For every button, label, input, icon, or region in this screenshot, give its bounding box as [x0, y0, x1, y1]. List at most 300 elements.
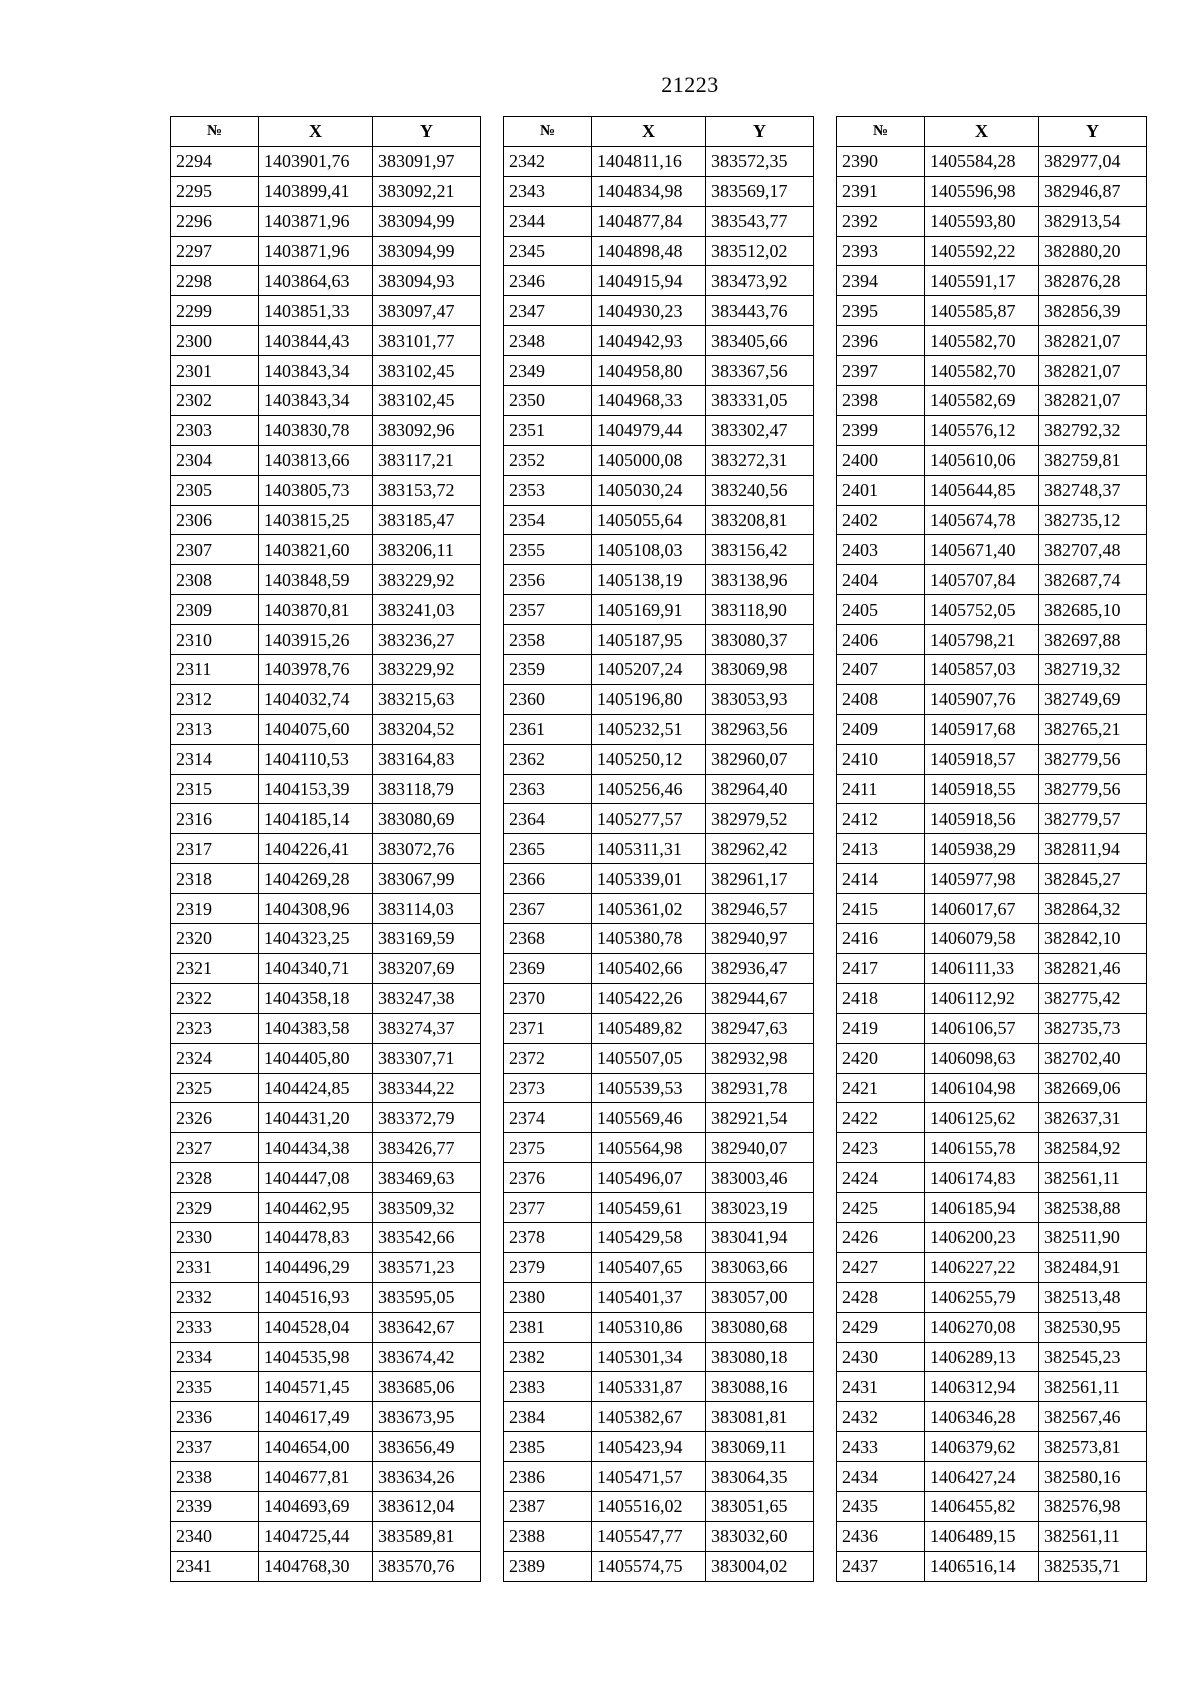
x-coordinate-cell: 1405187,95 — [592, 625, 706, 655]
table-row — [837, 1491, 1147, 1521]
point-number-cell: 2321 — [171, 953, 259, 983]
point-number-cell: 2374 — [504, 1103, 592, 1133]
point-number-cell: 2302 — [171, 386, 259, 416]
x-coordinate-cell: 1406289,13 — [925, 1342, 1039, 1372]
point-number-cell: 2406 — [837, 625, 925, 655]
point-number-cell: 2424 — [837, 1163, 925, 1193]
point-number-cell: 2354 — [504, 505, 592, 535]
point-number-cell: 2381 — [504, 1312, 592, 1342]
table-row — [837, 1163, 1147, 1193]
point-number-cell: 2358 — [504, 625, 592, 655]
table-row — [171, 445, 481, 475]
coordinates-table — [836, 116, 1147, 1582]
y-coordinate-cell: 383097,47 — [373, 296, 481, 326]
y-coordinate-cell: 383509,32 — [373, 1193, 481, 1223]
point-number-cell: 2319 — [171, 894, 259, 924]
table-row — [171, 1402, 481, 1432]
x-coordinate-cell: 1404032,74 — [259, 684, 373, 714]
point-number-cell: 2346 — [504, 266, 592, 296]
x-coordinate-cell: 1404434,38 — [259, 1133, 373, 1163]
table-row — [504, 1282, 814, 1312]
x-coordinate-cell: 1405331,87 — [592, 1372, 706, 1402]
table-row — [837, 1193, 1147, 1223]
x-coordinate-cell: 1404447,08 — [259, 1163, 373, 1193]
x-coordinate-cell: 1406174,83 — [925, 1163, 1039, 1193]
x-coordinate-cell: 1405000,08 — [592, 445, 706, 475]
table-row — [837, 415, 1147, 445]
point-number-cell: 2380 — [504, 1282, 592, 1312]
y-coordinate-cell: 383642,67 — [373, 1312, 481, 1342]
table-row — [837, 1432, 1147, 1462]
x-coordinate-cell: 1405671,40 — [925, 535, 1039, 565]
table-row — [837, 1551, 1147, 1581]
table-row — [837, 1133, 1147, 1163]
y-coordinate-cell: 383426,77 — [373, 1133, 481, 1163]
table-row — [504, 1491, 814, 1521]
y-coordinate-cell: 383185,47 — [373, 505, 481, 535]
table-row — [171, 834, 481, 864]
y-coordinate-cell: 383595,05 — [373, 1282, 481, 1312]
table-row — [837, 1252, 1147, 1282]
point-number-cell: 2333 — [171, 1312, 259, 1342]
y-coordinate-cell: 383138,96 — [706, 565, 814, 595]
y-coordinate-cell: 383241,03 — [373, 595, 481, 625]
table-row — [837, 894, 1147, 924]
x-coordinate-cell: 1405564,98 — [592, 1133, 706, 1163]
table-row — [837, 176, 1147, 206]
x-coordinate-cell: 1406200,23 — [925, 1222, 1039, 1252]
coordinates-table-1 — [170, 116, 481, 1582]
y-coordinate-cell: 382936,47 — [706, 953, 814, 983]
x-coordinate-cell: 1403813,66 — [259, 445, 373, 475]
y-coordinate-cell: 383274,37 — [373, 1013, 481, 1043]
x-coordinate-cell: 1405574,75 — [592, 1551, 706, 1581]
y-coordinate-cell: 383023,19 — [706, 1193, 814, 1223]
x-coordinate-cell: 1406489,15 — [925, 1521, 1039, 1551]
point-number-cell: 2298 — [171, 266, 259, 296]
table-row — [504, 1013, 814, 1043]
point-number-cell: 2304 — [171, 445, 259, 475]
y-coordinate-cell: 382944,67 — [706, 983, 814, 1013]
x-coordinate-cell: 1403870,81 — [259, 595, 373, 625]
x-coordinate-cell: 1404811,16 — [592, 146, 706, 176]
point-number-cell: 2313 — [171, 714, 259, 744]
x-coordinate-cell: 1403805,73 — [259, 475, 373, 505]
table-row — [837, 1282, 1147, 1312]
y-coordinate-cell: 382748,37 — [1039, 475, 1147, 505]
x-coordinate-cell: 1403864,63 — [259, 266, 373, 296]
x-coordinate-cell: 1404968,33 — [592, 386, 706, 416]
table-row — [504, 236, 814, 266]
point-number-cell: 2334 — [171, 1342, 259, 1372]
point-number-cell: 2303 — [171, 415, 259, 445]
point-number-cell: 2389 — [504, 1551, 592, 1581]
x-coordinate-cell: 1405507,05 — [592, 1043, 706, 1073]
table-row — [504, 1312, 814, 1342]
x-coordinate-cell: 1405707,84 — [925, 565, 1039, 595]
x-coordinate-cell: 1404269,28 — [259, 864, 373, 894]
x-coordinate-cell: 1405169,91 — [592, 595, 706, 625]
y-coordinate-cell: 383032,60 — [706, 1521, 814, 1551]
header-y: Y — [373, 117, 481, 147]
point-number-cell: 2399 — [837, 415, 925, 445]
x-coordinate-cell: 1404877,84 — [592, 206, 706, 236]
point-number-cell: 2335 — [171, 1372, 259, 1402]
table-row — [837, 1073, 1147, 1103]
table-row — [837, 206, 1147, 236]
x-coordinate-cell: 1404323,25 — [259, 924, 373, 954]
point-number-cell: 2347 — [504, 296, 592, 326]
table-row — [504, 1073, 814, 1103]
x-coordinate-cell: 1406346,28 — [925, 1402, 1039, 1432]
table-row — [171, 1432, 481, 1462]
table-row — [504, 655, 814, 685]
x-coordinate-cell: 1404930,23 — [592, 296, 706, 326]
x-coordinate-cell: 1406112,92 — [925, 983, 1039, 1013]
x-coordinate-cell: 1403848,59 — [259, 565, 373, 595]
x-coordinate-cell: 1405918,55 — [925, 774, 1039, 804]
x-coordinate-cell: 1404516,93 — [259, 1282, 373, 1312]
point-number-cell: 2404 — [837, 565, 925, 595]
x-coordinate-cell: 1403815,25 — [259, 505, 373, 535]
x-coordinate-cell: 1405459,61 — [592, 1193, 706, 1223]
y-coordinate-cell: 382707,48 — [1039, 535, 1147, 565]
y-coordinate-cell: 383512,02 — [706, 236, 814, 266]
table-row — [504, 684, 814, 714]
table-row — [171, 894, 481, 924]
y-coordinate-cell: 382779,56 — [1039, 744, 1147, 774]
y-coordinate-cell: 383069,11 — [706, 1432, 814, 1462]
point-number-cell: 2316 — [171, 804, 259, 834]
x-coordinate-cell: 1406111,33 — [925, 953, 1039, 983]
point-number-cell: 2365 — [504, 834, 592, 864]
table-row — [171, 1521, 481, 1551]
point-number-cell: 2351 — [504, 415, 592, 445]
x-coordinate-cell: 1405382,67 — [592, 1402, 706, 1432]
y-coordinate-cell: 382880,20 — [1039, 236, 1147, 266]
y-coordinate-cell: 382946,87 — [1039, 176, 1147, 206]
x-coordinate-cell: 1406227,22 — [925, 1252, 1039, 1282]
point-number-cell: 2384 — [504, 1402, 592, 1432]
x-coordinate-cell: 1404358,18 — [259, 983, 373, 1013]
y-coordinate-cell: 382765,21 — [1039, 714, 1147, 744]
point-number-cell: 2430 — [837, 1342, 925, 1372]
y-coordinate-cell: 382876,28 — [1039, 266, 1147, 296]
point-number-cell: 2407 — [837, 655, 925, 685]
y-coordinate-cell: 383080,69 — [373, 804, 481, 834]
x-coordinate-cell: 1406155,78 — [925, 1133, 1039, 1163]
point-number-cell: 2355 — [504, 535, 592, 565]
table-row — [504, 1252, 814, 1282]
table-row — [837, 625, 1147, 655]
x-coordinate-cell: 1406270,08 — [925, 1312, 1039, 1342]
y-coordinate-cell: 383372,79 — [373, 1103, 481, 1133]
y-coordinate-cell: 382856,39 — [1039, 296, 1147, 326]
y-coordinate-cell: 383634,26 — [373, 1462, 481, 1492]
table-row — [504, 714, 814, 744]
point-number-cell: 2337 — [171, 1432, 259, 1462]
header-x: X — [259, 117, 373, 147]
y-coordinate-cell: 383236,27 — [373, 625, 481, 655]
y-coordinate-cell: 382821,46 — [1039, 953, 1147, 983]
x-coordinate-cell: 1405674,78 — [925, 505, 1039, 535]
x-coordinate-cell: 1405138,19 — [592, 565, 706, 595]
table-row — [171, 864, 481, 894]
table-row — [837, 714, 1147, 744]
point-number-cell: 2360 — [504, 684, 592, 714]
table-row — [837, 1222, 1147, 1252]
x-coordinate-cell: 1405596,98 — [925, 176, 1039, 206]
coordinates-table-2 — [503, 116, 814, 1582]
point-number-cell: 2386 — [504, 1462, 592, 1492]
y-coordinate-cell: 383344,22 — [373, 1073, 481, 1103]
x-coordinate-cell: 1403915,26 — [259, 625, 373, 655]
y-coordinate-cell: 383443,76 — [706, 296, 814, 326]
y-coordinate-cell: 382484,91 — [1039, 1252, 1147, 1282]
x-coordinate-cell: 1404528,04 — [259, 1312, 373, 1342]
x-coordinate-cell: 1404768,30 — [259, 1551, 373, 1581]
table-row — [171, 625, 481, 655]
y-coordinate-cell: 382702,40 — [1039, 1043, 1147, 1073]
point-number-cell: 2379 — [504, 1252, 592, 1282]
point-number-cell: 2310 — [171, 625, 259, 655]
x-coordinate-cell: 1405429,58 — [592, 1222, 706, 1252]
point-number-cell: 2410 — [837, 744, 925, 774]
y-coordinate-cell: 383080,18 — [706, 1342, 814, 1372]
point-number-cell: 2332 — [171, 1282, 259, 1312]
table-row — [504, 595, 814, 625]
table-row — [504, 1043, 814, 1073]
y-coordinate-cell: 383240,56 — [706, 475, 814, 505]
x-coordinate-cell: 1406017,67 — [925, 894, 1039, 924]
table-row — [504, 864, 814, 894]
y-coordinate-cell: 383102,45 — [373, 356, 481, 386]
table-row — [171, 953, 481, 983]
x-coordinate-cell: 1405576,12 — [925, 415, 1039, 445]
table-row — [837, 1402, 1147, 1432]
table-row — [837, 266, 1147, 296]
point-number-cell: 2342 — [504, 146, 592, 176]
x-coordinate-cell: 1404340,71 — [259, 953, 373, 983]
x-coordinate-cell: 1405585,87 — [925, 296, 1039, 326]
point-number-cell: 2338 — [171, 1462, 259, 1492]
y-coordinate-cell: 383118,79 — [373, 774, 481, 804]
x-coordinate-cell: 1403821,60 — [259, 535, 373, 565]
x-coordinate-cell: 1406104,98 — [925, 1073, 1039, 1103]
point-number-cell: 2341 — [171, 1551, 259, 1581]
x-coordinate-cell: 1405423,94 — [592, 1432, 706, 1462]
x-coordinate-cell: 1404617,49 — [259, 1402, 373, 1432]
header-num: № — [837, 117, 925, 147]
point-number-cell: 2400 — [837, 445, 925, 475]
y-coordinate-cell: 382530,95 — [1039, 1312, 1147, 1342]
point-number-cell: 2350 — [504, 386, 592, 416]
x-coordinate-cell: 1405496,07 — [592, 1163, 706, 1193]
point-number-cell: 2330 — [171, 1222, 259, 1252]
point-number-cell: 2305 — [171, 475, 259, 505]
x-coordinate-cell: 1404654,00 — [259, 1432, 373, 1462]
header-x: X — [925, 117, 1039, 147]
x-coordinate-cell: 1405402,66 — [592, 953, 706, 983]
table-row — [171, 236, 481, 266]
point-number-cell: 2391 — [837, 176, 925, 206]
table-row — [837, 655, 1147, 685]
y-coordinate-cell: 382940,97 — [706, 924, 814, 954]
table-row — [171, 714, 481, 744]
point-number-cell: 2436 — [837, 1521, 925, 1551]
point-number-cell: 2311 — [171, 655, 259, 685]
point-number-cell: 2300 — [171, 326, 259, 356]
y-coordinate-cell: 383067,99 — [373, 864, 481, 894]
point-number-cell: 2377 — [504, 1193, 592, 1223]
y-coordinate-cell: 383331,05 — [706, 386, 814, 416]
y-coordinate-cell: 382779,57 — [1039, 804, 1147, 834]
table-row — [837, 744, 1147, 774]
table-row — [171, 415, 481, 445]
x-coordinate-cell: 1406427,24 — [925, 1462, 1039, 1492]
point-number-cell: 2364 — [504, 804, 592, 834]
y-coordinate-cell: 383088,16 — [706, 1372, 814, 1402]
x-coordinate-cell: 1405361,02 — [592, 894, 706, 924]
table-row — [504, 505, 814, 535]
y-coordinate-cell: 382535,71 — [1039, 1551, 1147, 1581]
x-coordinate-cell: 1405311,31 — [592, 834, 706, 864]
table-row — [504, 415, 814, 445]
y-coordinate-cell: 382821,07 — [1039, 356, 1147, 386]
table-row — [171, 1282, 481, 1312]
table-row — [504, 1133, 814, 1163]
table-row — [171, 1103, 481, 1133]
point-number-cell: 2329 — [171, 1193, 259, 1223]
y-coordinate-cell: 382946,57 — [706, 894, 814, 924]
x-coordinate-cell: 1404478,83 — [259, 1222, 373, 1252]
x-coordinate-cell: 1406379,62 — [925, 1432, 1039, 1462]
point-number-cell: 2392 — [837, 206, 925, 236]
y-coordinate-cell: 383229,92 — [373, 655, 481, 685]
x-coordinate-cell: 1406455,82 — [925, 1491, 1039, 1521]
table-row — [171, 1163, 481, 1193]
y-coordinate-cell: 382960,07 — [706, 744, 814, 774]
y-coordinate-cell: 383051,65 — [706, 1491, 814, 1521]
y-coordinate-cell: 382921,54 — [706, 1103, 814, 1133]
point-number-cell: 2372 — [504, 1043, 592, 1073]
y-coordinate-cell: 382963,56 — [706, 714, 814, 744]
point-number-cell: 2366 — [504, 864, 592, 894]
x-coordinate-cell: 1405591,17 — [925, 266, 1039, 296]
point-number-cell: 2376 — [504, 1163, 592, 1193]
table-row — [504, 953, 814, 983]
table-row — [837, 445, 1147, 475]
table-row — [171, 983, 481, 1013]
y-coordinate-cell: 383656,49 — [373, 1432, 481, 1462]
y-coordinate-cell: 383092,96 — [373, 415, 481, 445]
x-coordinate-cell: 1406125,62 — [925, 1103, 1039, 1133]
point-number-cell: 2375 — [504, 1133, 592, 1163]
y-coordinate-cell: 383405,66 — [706, 326, 814, 356]
point-number-cell: 2348 — [504, 326, 592, 356]
table-row — [171, 1491, 481, 1521]
point-number-cell: 2320 — [171, 924, 259, 954]
x-coordinate-cell: 1405569,46 — [592, 1103, 706, 1133]
table-row — [504, 1342, 814, 1372]
table-row — [504, 1222, 814, 1252]
point-number-cell: 2328 — [171, 1163, 259, 1193]
y-coordinate-cell: 383571,23 — [373, 1252, 481, 1282]
x-coordinate-cell: 1405407,65 — [592, 1252, 706, 1282]
x-coordinate-cell: 1405938,29 — [925, 834, 1039, 864]
x-coordinate-cell: 1404462,95 — [259, 1193, 373, 1223]
x-coordinate-cell: 1405918,56 — [925, 804, 1039, 834]
point-number-cell: 2344 — [504, 206, 592, 236]
y-coordinate-cell: 382864,32 — [1039, 894, 1147, 924]
point-number-cell: 2371 — [504, 1013, 592, 1043]
point-number-cell: 2314 — [171, 744, 259, 774]
header-y: Y — [1039, 117, 1147, 147]
y-coordinate-cell: 383080,37 — [706, 625, 814, 655]
point-number-cell: 2394 — [837, 266, 925, 296]
x-coordinate-cell: 1405592,22 — [925, 236, 1039, 266]
x-coordinate-cell: 1403843,34 — [259, 356, 373, 386]
point-number-cell: 2343 — [504, 176, 592, 206]
table-row — [837, 595, 1147, 625]
table-row — [837, 774, 1147, 804]
x-coordinate-cell: 1405207,24 — [592, 655, 706, 685]
table-row — [171, 475, 481, 505]
table-row — [504, 625, 814, 655]
point-number-cell: 2356 — [504, 565, 592, 595]
point-number-cell: 2349 — [504, 356, 592, 386]
y-coordinate-cell: 382964,40 — [706, 774, 814, 804]
x-coordinate-cell: 1405610,06 — [925, 445, 1039, 475]
y-coordinate-cell: 382697,88 — [1039, 625, 1147, 655]
y-coordinate-cell: 382735,12 — [1039, 505, 1147, 535]
x-coordinate-cell: 1405644,85 — [925, 475, 1039, 505]
point-number-cell: 2432 — [837, 1402, 925, 1432]
x-coordinate-cell: 1404958,80 — [592, 356, 706, 386]
x-coordinate-cell: 1405310,86 — [592, 1312, 706, 1342]
point-number-cell: 2423 — [837, 1133, 925, 1163]
table-row — [504, 1402, 814, 1432]
table-row — [504, 1163, 814, 1193]
y-coordinate-cell: 382576,98 — [1039, 1491, 1147, 1521]
table-row — [504, 924, 814, 954]
y-coordinate-cell: 383569,17 — [706, 176, 814, 206]
table-row — [837, 356, 1147, 386]
table-row — [837, 326, 1147, 356]
x-coordinate-cell: 1404535,98 — [259, 1342, 373, 1372]
y-coordinate-cell: 383229,92 — [373, 565, 481, 595]
y-coordinate-cell: 383247,38 — [373, 983, 481, 1013]
point-number-cell: 2387 — [504, 1491, 592, 1521]
table-row — [171, 1043, 481, 1073]
x-coordinate-cell: 1405539,53 — [592, 1073, 706, 1103]
table-row — [504, 326, 814, 356]
point-number-cell: 2373 — [504, 1073, 592, 1103]
x-coordinate-cell: 1406106,57 — [925, 1013, 1039, 1043]
x-coordinate-cell: 1404153,39 — [259, 774, 373, 804]
y-coordinate-cell: 383072,76 — [373, 834, 481, 864]
table-row — [171, 1372, 481, 1402]
y-coordinate-cell: 383094,99 — [373, 206, 481, 236]
y-coordinate-cell: 383004,02 — [706, 1551, 814, 1581]
x-coordinate-cell: 1403830,78 — [259, 415, 373, 445]
table-row — [504, 146, 814, 176]
table-row — [171, 744, 481, 774]
y-coordinate-cell: 383069,98 — [706, 655, 814, 685]
y-coordinate-cell: 382719,32 — [1039, 655, 1147, 685]
x-coordinate-cell: 1405301,34 — [592, 1342, 706, 1372]
x-coordinate-cell: 1404834,98 — [592, 176, 706, 206]
